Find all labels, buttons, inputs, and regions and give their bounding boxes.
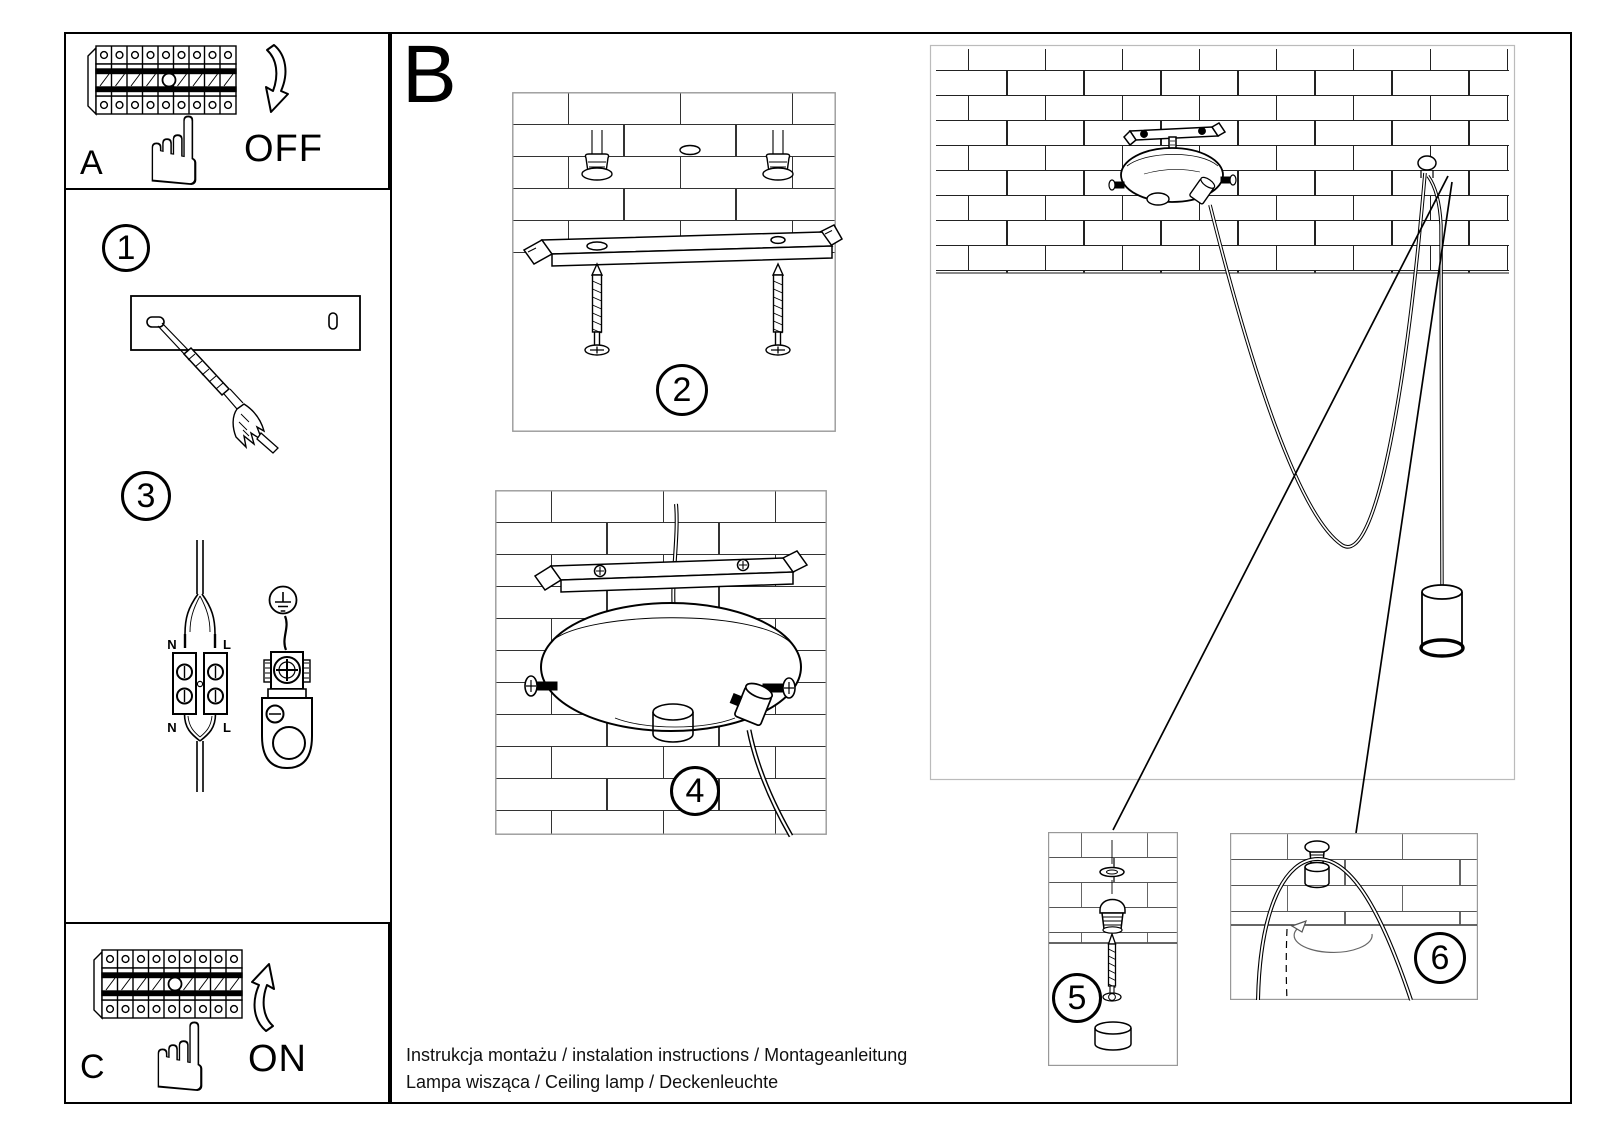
bar-slot-left	[147, 317, 164, 327]
pointing-hand-icon: ☝	[144, 96, 204, 208]
ground-wire	[284, 616, 286, 650]
arrow-down-icon	[250, 42, 294, 126]
ceiling-hole	[680, 146, 700, 155]
panel-c-label: C	[80, 1048, 105, 1086]
step3-diagram-wiring	[158, 532, 353, 797]
footer-line-1: Instrukcja montażu / instalation instructions / Montageanleitung	[406, 1045, 908, 1065]
step-1-number: 1	[116, 228, 136, 267]
step-4-badge	[670, 766, 720, 816]
step-2-number: 2	[672, 370, 692, 409]
step-1-badge	[102, 224, 150, 272]
ground-symbol-icon	[270, 587, 297, 614]
washer	[1100, 868, 1124, 877]
terminal-block	[173, 653, 227, 714]
wire-l-top-label: L	[223, 637, 231, 652]
step-3-number: 3	[136, 476, 156, 515]
pointing-hand-icon: ☝	[150, 1002, 210, 1114]
step-4-number: 4	[685, 771, 705, 810]
step-5-badge	[1052, 973, 1102, 1023]
step-2-badge	[656, 364, 708, 416]
arrow-up-icon	[246, 950, 290, 1034]
ground-terminal	[264, 652, 310, 689]
ground-bracket	[262, 689, 312, 768]
step5-diagram-hook-parts	[1048, 832, 1178, 1066]
step-6-badge	[1414, 932, 1466, 984]
wire-l-bottom-label: L	[223, 720, 231, 735]
step-5-number: 5	[1067, 978, 1087, 1017]
breaker-on-label: ON	[248, 1038, 307, 1080]
breaker-off-label: OFF	[244, 128, 323, 170]
column-divider	[390, 32, 392, 1104]
wire-n-bottom-label: N	[167, 720, 177, 735]
step-3-badge	[121, 471, 171, 521]
bar-slot-right	[329, 313, 337, 329]
panel-b-label: B	[402, 29, 457, 120]
assembled-lamp-illustration	[930, 45, 1515, 780]
step-6-number: 6	[1430, 938, 1450, 977]
step4-diagram-canopy	[495, 490, 827, 835]
hook-body	[1100, 900, 1125, 934]
step1-diagram-mounting-bar	[125, 290, 375, 465]
panel-a-label: A	[80, 144, 103, 182]
footer-line-2: Lampa wisząca / Ceiling lamp / Deckenleuchte	[406, 1072, 779, 1092]
wire-n-top-label: N	[167, 637, 177, 652]
footer-text	[406, 1042, 907, 1096]
